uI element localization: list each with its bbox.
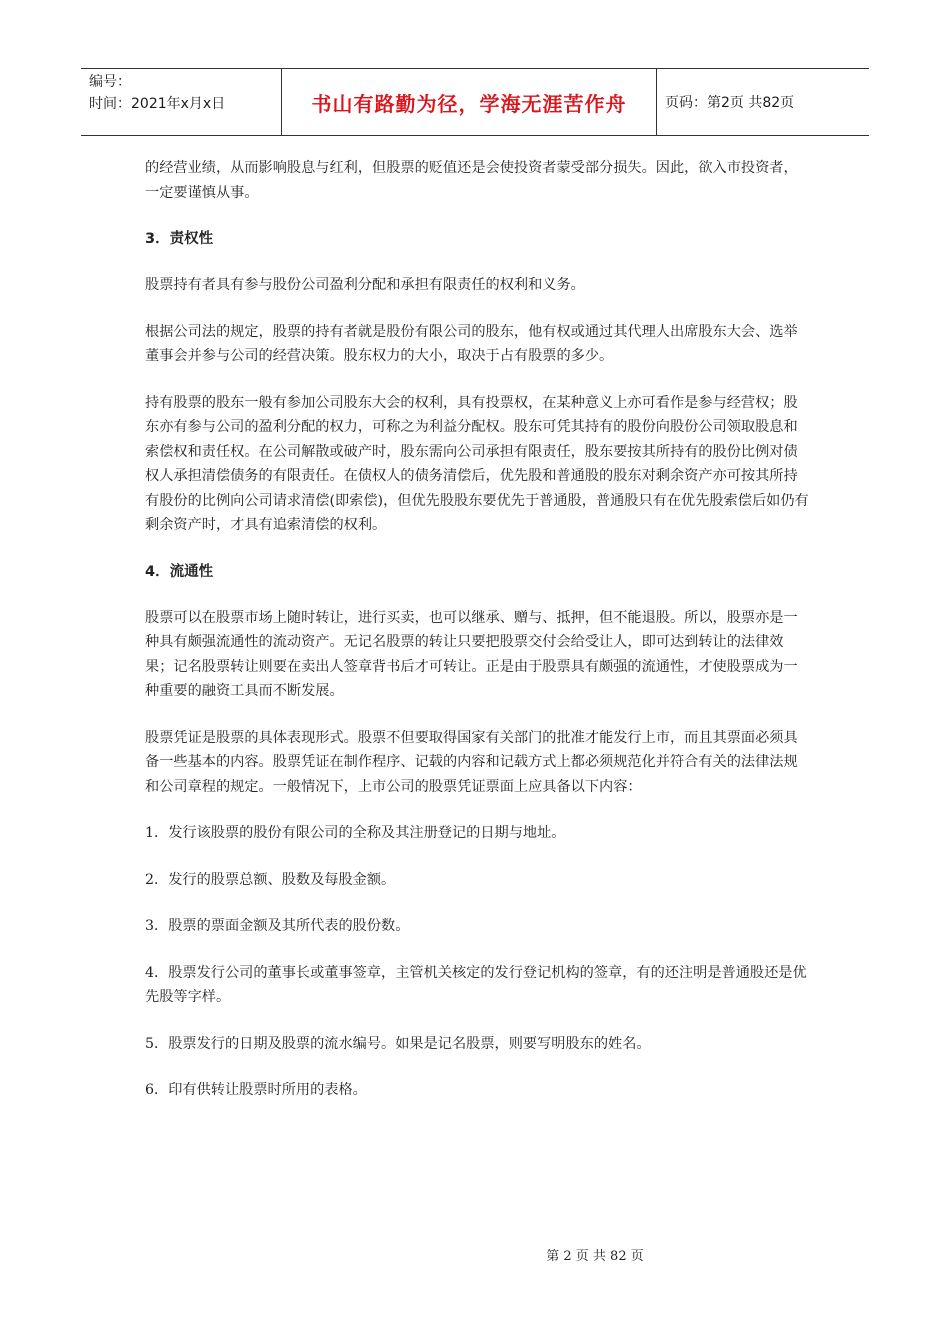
document-number-label: 编号： <box>89 74 131 90</box>
paragraph: 股票可以在股票市场上随时转让，进行买卖，也可以继承、赠与、抵押，但不能退股。所以，股票亦是一种具有颇强流通性的流动资产。无记名股票的转让只要把股票交付会给受让人，即可达到转让的法律效果；记名股票转让则要在卖出人签章背书后才可转让。正是由于股票具有颇强的流通性，才使股票成为一种重要的融资工具而不断发展。 <box>145 609 798 699</box>
header-page-info: 页码：第2页 共82页 <box>665 95 795 111</box>
list-item: 6．印有供转让股票时所用的表格。 <box>145 1082 367 1098</box>
section-heading: 3．责权性 <box>145 231 214 247</box>
section-heading: 4．流通性 <box>145 563 214 580</box>
paragraph: 股票凭证是股票的具体表现形式。股票不但要取得国家有关部门的批准才能发行上市，而且其票面必须具备一些基本的内容。股票凭证在制作程序、记载的内容和记载方式上都必须规范化并符合有关的法律法规和公司章程的规定。一般情况下，上市公司的股票凭证票面上应具备以下内容： <box>145 729 798 795</box>
header-motto-cell <box>282 69 657 135</box>
page-footer <box>0 1245 950 1264</box>
list-item: 4．股票发行公司的董事长或董事签章，主管机关核定的发行登记机构的签章，有的还注明是普通股还是优先股等字样。 <box>145 964 807 1005</box>
paragraph: 根据公司法的规定，股票的持有者就是股份有限公司的股东，他有权或通过其代理人出席股东大会、选举董事会并参与公司的经营决策。股东权力的大小，取决于占有股票的多少。 <box>145 323 798 364</box>
paragraph: 股票持有者具有参与股份公司盈利分配和承担有限责任的权利和义务。 <box>145 277 585 293</box>
page-header <box>81 68 869 136</box>
list-item: 2．发行的股票总额、股数及每股金额。 <box>145 871 396 888</box>
footer-page-number: 第 2 页 共 82 页 <box>546 1249 644 1264</box>
document-date: 时间：2021年x月x日 <box>89 96 226 112</box>
paragraph: 持有股票的股东一般有参加公司股东大会的权利，具有投票权，在某种意义上亦可看作是参与经营权；股东亦有参与公司的盈利分配的权力，可称之为利益分配权。股东可凭其持有的股份向股份公司领取股息和索偿权和责任权。在公司解散或破产时，股东需向公司承担有限责任，股东要按其所持有的股份比例对债权人承担清偿债务的有限责任。在债权人的债务清偿后，优先股和普通股的股东对剩余资产亦可按其所持有股份的比例向公司请求清偿(即索偿)，但优先股股东要优先于普通股，普通股只有在优先股索偿后如仍有剩余资产时，才具有追索清偿的权利。 <box>145 394 809 533</box>
document-body <box>145 156 810 1125</box>
paragraph: 的经营业绩，从而影响股息与红利，但股票的贬值还是会使投资者蒙受部分损失。因此，欲入市投资者，一定要谨慎从事。 <box>145 160 798 201</box>
list-item: 5．股票发行的日期及股票的流水编号。如果是记名股票，则要写明股东的姓名。 <box>145 1035 651 1052</box>
header-page-info-cell <box>657 69 869 135</box>
list-item: 3．股票的票面金额及其所代表的股份数。 <box>145 918 410 934</box>
header-meta <box>81 69 282 135</box>
header-motto: 书山有路勤为径，学海无涯苦作舟 <box>311 91 627 116</box>
list-item: 1．发行该股票的股份有限公司的全称及其注册登记的日期与地址。 <box>145 825 566 841</box>
